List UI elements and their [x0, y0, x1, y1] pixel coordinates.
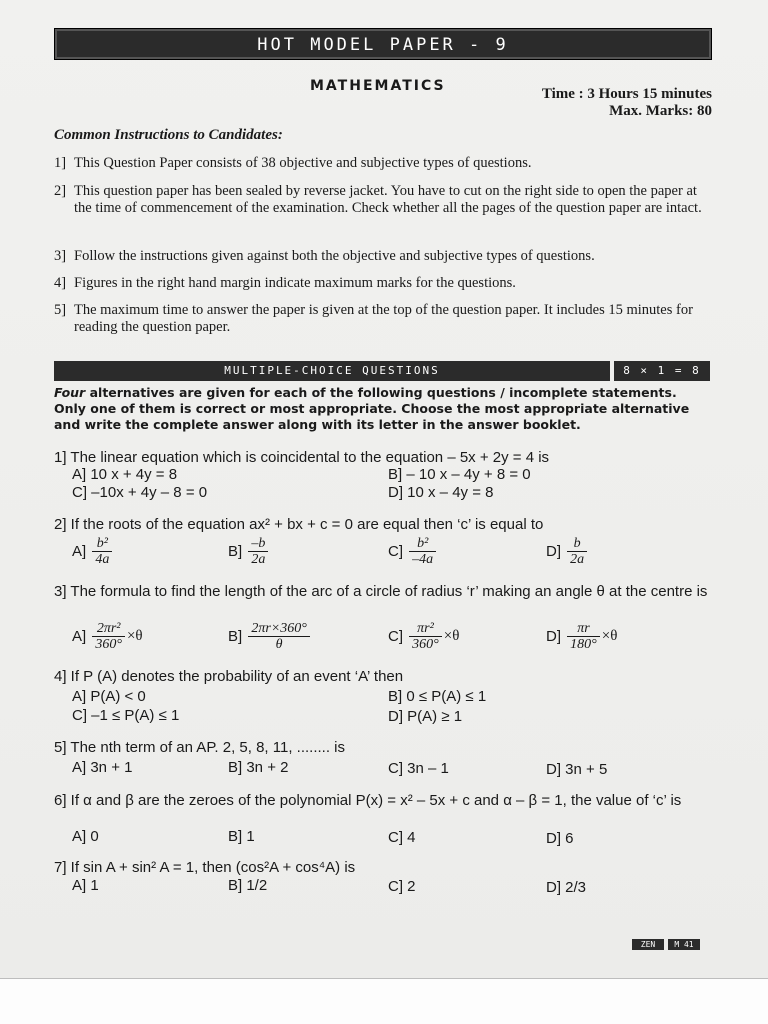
question-4: 4] If P (A) denotes the probability of an event ‘A’ then	[54, 668, 404, 685]
q6-option-a: A] 0	[72, 828, 99, 845]
fraction: $\frac{\pi r}{180^\circ}$	[567, 621, 600, 652]
instruction-item: 1] This Question Paper consists of 38 objective and subjective types of questions.	[54, 155, 532, 171]
q6-option-c: C] 4	[388, 829, 416, 846]
page-tag: M 41	[668, 939, 700, 950]
subject-title: MATHEMATICS	[310, 78, 446, 94]
q5-option-a: A] 3n + 1	[72, 759, 133, 776]
q3-option-c: C] $\frac{\text{πr²}}{360^\circ}$ ×θ	[388, 621, 460, 652]
q2-option-d: D] $\frac{b}{2a}$	[546, 536, 589, 567]
fraction: $\frac{-b}{2a}$	[248, 536, 268, 567]
fraction: $\frac{b}{2a}$	[567, 536, 587, 567]
q4-option-c: C] –1 ≤ P(A) ≤ 1	[72, 707, 180, 724]
q2-option-c: C] $\frac{\text{b²}}{-4a}$	[388, 536, 438, 567]
question-1: 1] The linear equation which is coincidental to the equation – 5x + 2y = 4 is	[54, 449, 550, 466]
q1-option-c: C] –10x + 4y – 8 = 0	[72, 484, 208, 501]
question-6: 6] If α and β are the zeroes of the polynomial P(x) = x² – 5x + c and α – β = 1, the value of ‘c’ is	[54, 792, 682, 809]
q4-option-a: A] P(A) < 0	[72, 688, 146, 705]
q7-option-a: A] 1	[72, 877, 99, 894]
mcq-instructions: Four alternatives are given for each of the following questions / incomplete statements. Only one of them is correct or most appropriate. Choose the most appropriate alternative and write the complete answer along with its letter in the answer booklet.	[54, 385, 690, 432]
q3-option-a: A] $\frac{\text{2πr²}}{360^\circ}$ ×θ	[72, 621, 143, 652]
page-margin	[0, 978, 768, 1024]
instruction-item: 2] This question paper has been sealed by reverse jacket. You have to cut on the right side to open the paper at the time of commencement of the examination. Check whether all the pages of the question paper are intact.	[54, 183, 702, 216]
q3-option-d: D] $\frac{\pi r}{180^\circ}$ ×θ	[546, 621, 618, 652]
q2-option-a: A] $\frac{\text{b²}}{4a}$	[72, 536, 114, 567]
q1-option-b: B] – 10 x – 4y + 8 = 0	[388, 466, 531, 483]
question-5: 5] The nth term of an AP. 2, 5, 8, 11, ........ is	[54, 739, 345, 756]
q1-option-d: D] 10 x – 4y = 8	[388, 484, 494, 501]
fraction: $\frac{\text{b²}}{4a}$	[92, 536, 112, 567]
fraction: $\frac{\text{πr²}}{360^\circ}$	[409, 621, 442, 652]
publisher-tag: ZEN	[632, 939, 664, 950]
q5-option-b: B] 3n + 2	[228, 759, 289, 776]
max-marks: Max. Marks: 80	[609, 103, 712, 119]
time-and-marks	[542, 86, 712, 120]
page-edge	[0, 978, 768, 979]
q4-option-d: D] P(A) ≥ 1	[388, 708, 463, 725]
question-3: 3] The formula to find the length of the arc of a circle of radius ‘r’ making an angle θ at the centre is	[54, 583, 708, 600]
q4-option-b: B] 0 ≤ P(A) ≤ 1	[388, 688, 487, 705]
instructions-heading: Common Instructions to Candidates:	[54, 127, 283, 143]
question-2: 2] If the roots of the equation ax² + bx + c = 0 are equal then ‘c’ is equal to	[54, 516, 544, 533]
q6-option-d: D] 6	[546, 830, 574, 847]
fraction: $\frac{\text{b²}}{-4a}$	[409, 536, 436, 567]
q5-option-d: D] 3n + 5	[546, 761, 608, 778]
question-7: 7] If sin A + sin² A = 1, then (cos²A + cos⁴A) is	[54, 859, 356, 876]
mcq-section-marks: 8 × 1 = 8	[623, 364, 701, 377]
paper-title-bar	[54, 28, 712, 60]
q7-option-c: C] 2	[388, 878, 416, 895]
paper-title: HOT MODEL PAPER - 9	[257, 35, 509, 55]
instruction-item: 4] Figures in the right hand margin indicate maximum marks for the questions.	[54, 275, 516, 291]
q2-option-b: B] $\frac{-b}{2a}$	[228, 536, 270, 567]
instruction-item: 3] Follow the instructions given against both the objective and subjective types of questions.	[54, 248, 595, 264]
mcq-section-title: MULTIPLE-CHOICE QUESTIONS	[224, 364, 440, 377]
time-allowed: Time : 3 Hours 15 minutes	[541, 86, 712, 102]
q5-option-c: C] 3n – 1	[388, 760, 449, 777]
q7-option-b: B] 1/2	[228, 877, 268, 894]
mcq-section-bar	[54, 361, 710, 381]
instruction-item: 5] The maximum time to answer the paper is given at the top of the question paper. It includes 15 minutes for reading the question paper.	[54, 302, 693, 335]
fraction: $\frac{\text{2πr²}}{360^\circ}$	[92, 621, 125, 652]
fraction: $\frac{2\pi r\times 360^\circ}{\theta}$	[248, 621, 310, 652]
q1-option-a: A] 10 x + 4y = 8	[72, 466, 178, 483]
q3-option-b: B] $\frac{2\pi r\times 360^\circ}{\theta}$	[228, 621, 312, 652]
q6-option-b: B] 1	[228, 828, 255, 845]
q7-option-d: D] 2/3	[546, 879, 587, 896]
